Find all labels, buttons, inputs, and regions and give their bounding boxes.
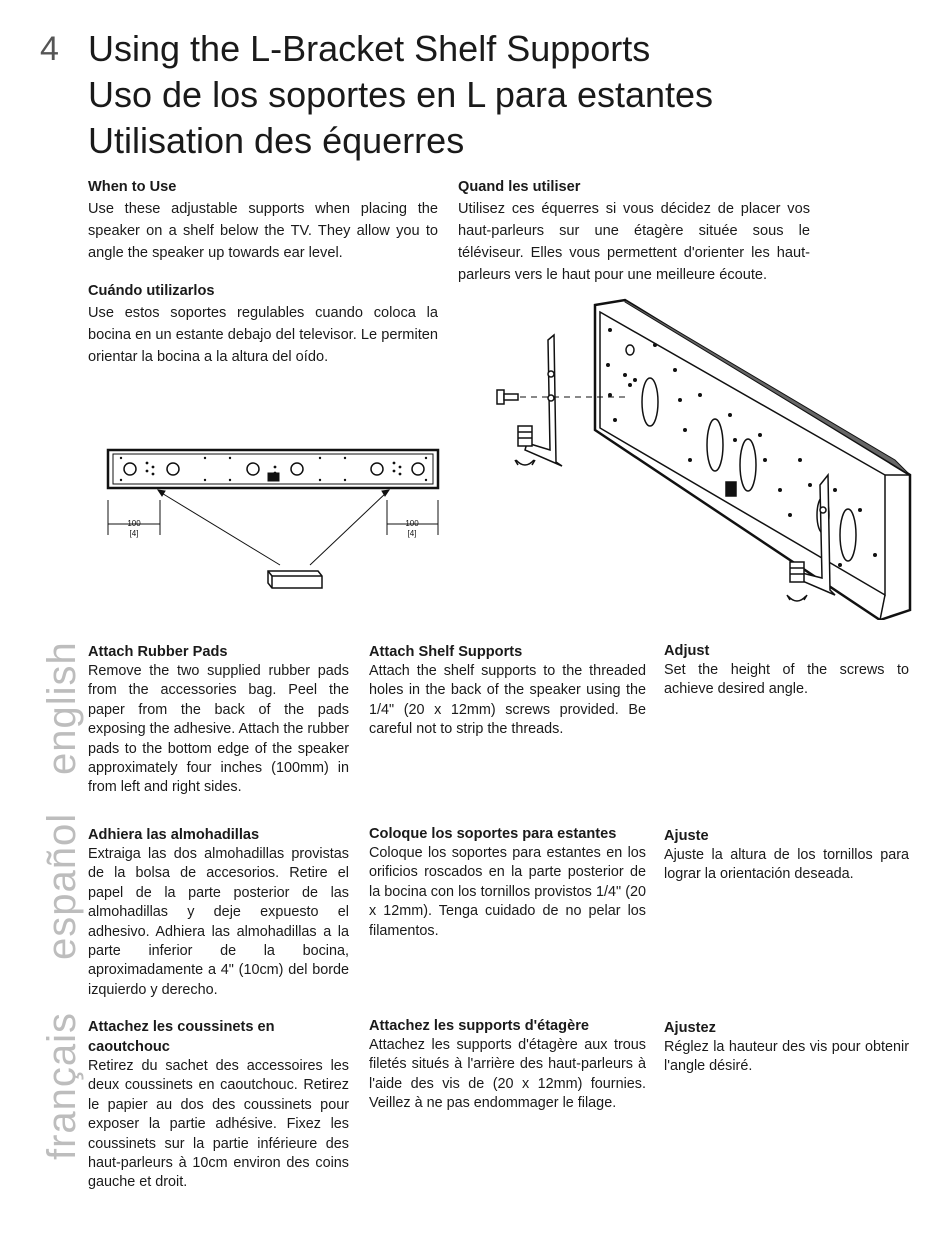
- english-col-shelf-supports: [369, 642, 646, 740]
- title-french: Utilisation des équerres: [88, 120, 465, 161]
- l-bracket-exploded: [515, 335, 562, 466]
- language-label-espanol: español: [40, 812, 84, 960]
- when-to-use-text: Use these adjustable supports when placing the speaker on a shelf below the TV. They allow you to angle the speaker up towards ear level.: [88, 201, 438, 261]
- screw-illustration: [497, 390, 518, 404]
- espanol-col-soportes: [369, 824, 646, 941]
- francais-col3-text: Réglez la hauteur des vis pour obtenir l'angle désiré.: [664, 1039, 909, 1075]
- shelf-support-diagram: [490, 290, 920, 620]
- language-label-francais: français: [40, 1011, 84, 1160]
- espanol-col-ajuste: [664, 826, 909, 885]
- rubber-pad-diagram: [100, 440, 450, 610]
- espanol-col2-heading: Coloque los soportes para estantes: [369, 826, 617, 842]
- francais-col-ajustez: [664, 1018, 909, 1077]
- english-col3-heading: Adjust: [664, 643, 710, 659]
- espanol-col3-text: Ajuste la altura de los tornillos para lograr la orientación deseada.: [664, 847, 909, 883]
- title-spanish: Uso de los soportes en L para estantes: [88, 74, 714, 115]
- espanol-col1-heading: Adhiera las almohadillas: [88, 827, 260, 843]
- english-col1-heading: Attach Rubber Pads: [88, 644, 228, 660]
- english-col-adjust: [664, 641, 909, 700]
- espanol-col2-text: Coloque los soportes para estantes en los orificios roscados en la parte posterior de la bocina con los tornillos provistos 1/4" (20 x 12mm). Tenga cuidado de no pelar los filamentos.: [369, 845, 646, 939]
- cuando-utilizarlos-heading: Cuándo utilizarlos: [88, 283, 215, 299]
- dim-right-bottom: [4]: [407, 529, 417, 538]
- francais-col-supports: [369, 1016, 646, 1114]
- when-to-use-english: [88, 176, 438, 264]
- english-col2-text: Attach the shelf supports to the threaded holes in the back of the speaker using the 1/4" (20 x 12mm) screws provided. Be careful not to strip the threads.: [369, 663, 646, 738]
- dim-left-top: 100: [127, 519, 141, 528]
- quand-les-utiliser-text: Utilisez ces équerres si vous décidez de placer vos haut-parleurs sur une étagère située sous le téléviseur. Elles vous permettent d'orienter les haut-parleurs vers le haut pour une meilleure écoute.: [458, 201, 810, 283]
- english-col-rubber-pads: [88, 642, 349, 798]
- page-number: 4: [40, 30, 59, 68]
- cuando-utilizarlos-text: Use estos soportes regulables cuando coloca la bocina en un estante debajo del televisor. Le permiten orientar la bocina a la altura del oído.: [88, 305, 438, 365]
- francais-col2-text: Attachez les supports d'étagère aux trous filetés situés à l'arrière des haut-parleurs à l'aide des vis de (20 x 12mm) fournies. Veillez à ne pas endommager le filage.: [369, 1037, 646, 1112]
- espanol-col-almohadillas: [88, 825, 349, 1000]
- francais-col2-heading: Attachez les supports d'étagère: [369, 1018, 590, 1034]
- quand-les-utiliser-heading: Quand les utiliser: [458, 179, 581, 195]
- title-english: Using the L-Bracket Shelf Supports: [88, 28, 651, 69]
- speaker-bottom-view: [108, 450, 438, 488]
- when-to-use-heading: When to Use: [88, 179, 177, 195]
- francais-col1-heading: Attachez les coussinets en caoutchouc: [88, 1019, 275, 1055]
- espanol-col1-text: Extraiga las dos almohadillas provistas de la bolsa de accesorios. Retire el papel de la parte posterior de las almohadillas y deje expuesto el adhesivo. Adhiera las almohadillas a la parte inferior de la bocina, aproximadamente a 4" (10cm) del borde izquierdo y derecho.: [88, 846, 349, 998]
- english-col2-heading: Attach Shelf Supports: [369, 644, 523, 660]
- rubber-pad-illustration: [268, 571, 322, 588]
- pad-leader-lines: [158, 490, 389, 565]
- espanol-col3-heading: Ajuste: [664, 828, 709, 844]
- when-to-use-french: [458, 176, 810, 286]
- francais-col3-heading: Ajustez: [664, 1020, 716, 1036]
- dim-right-top: 100: [405, 519, 419, 528]
- page-title: [88, 26, 713, 164]
- english-col3-text: Set the height of the screws to achieve desired angle.: [664, 662, 909, 698]
- dim-left-bottom: [4]: [129, 529, 139, 538]
- language-label-english: english: [40, 641, 84, 775]
- francais-col-coussinets: [88, 1017, 349, 1193]
- english-col1-text: Remove the two supplied rubber pads from the accessories bag. Peel the paper from the back of the pads exposing the adhesive. Attach the rubber pads to the bottom edge of the speaker approximately four inches (100mm) in from left and right sides.: [88, 663, 349, 796]
- when-to-use-spanish: [88, 280, 438, 368]
- francais-col1-text: Retirez du sachet des accessoires les deux coussinets en caoutchouc. Retirez le papier au dos des coussinets pour exposer la partie adhésive. Fixez les coussinets sur la partie inférieure des haut-parleurs à 10cm environ des coins gauche et droit.: [88, 1058, 349, 1191]
